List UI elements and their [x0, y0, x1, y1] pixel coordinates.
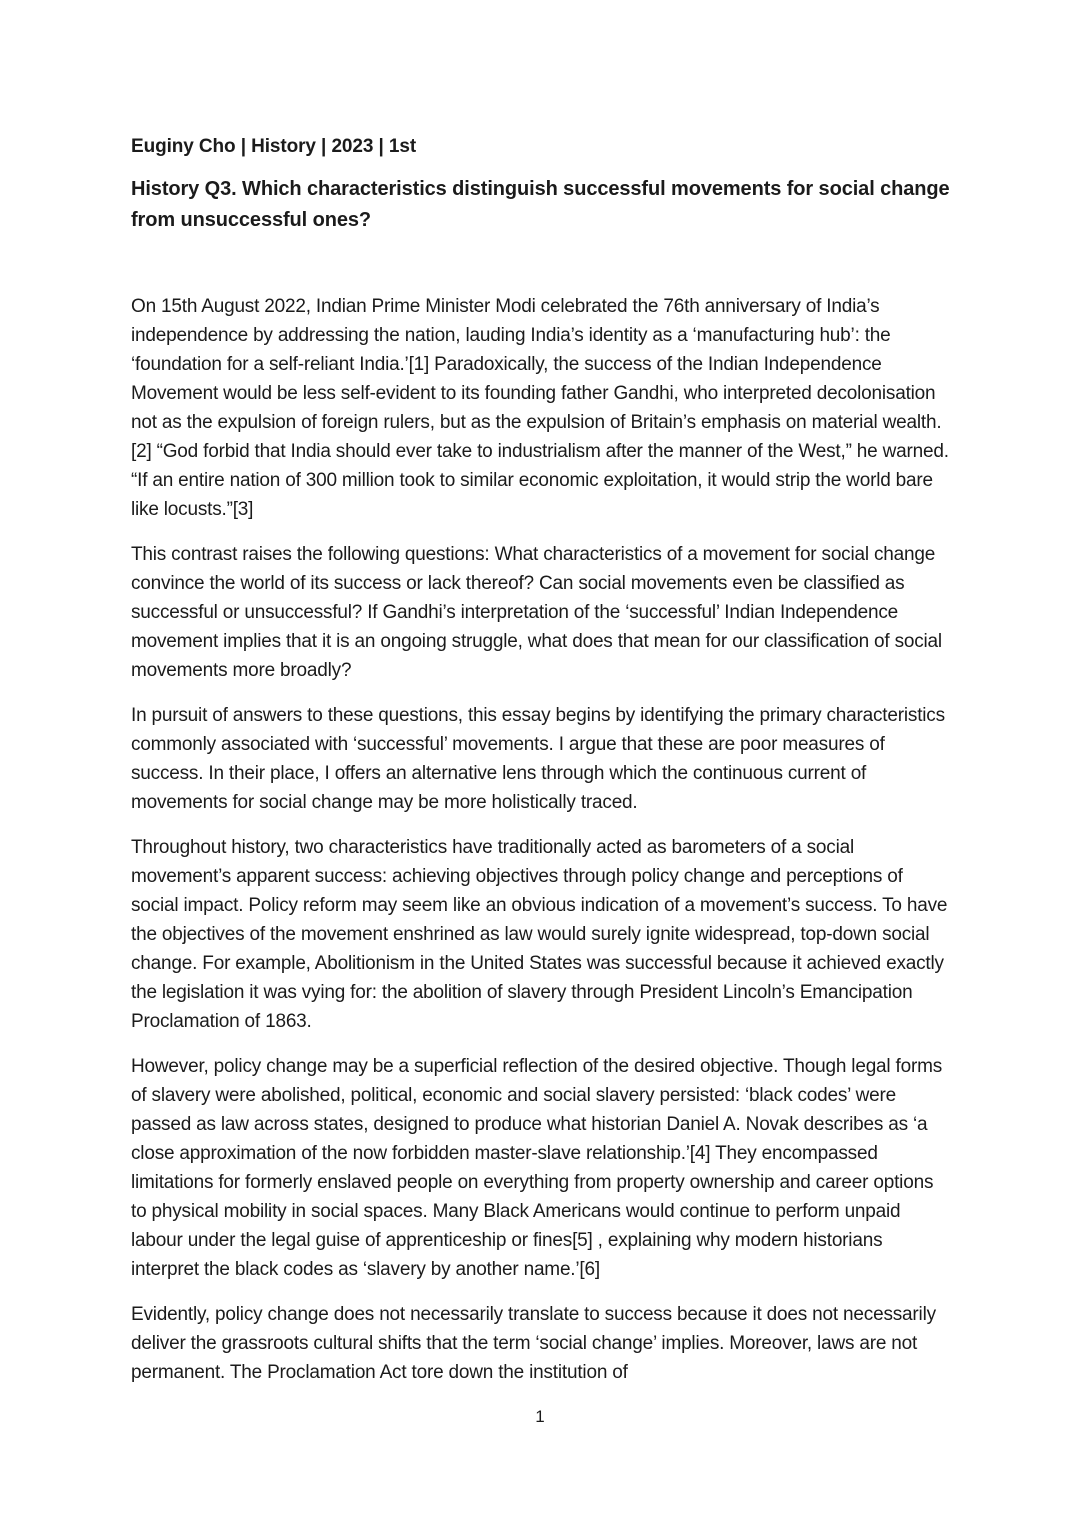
essay-body: [131, 292, 951, 1387]
essay-paragraph: On 15th August 2022, Indian Prime Minister Modi celebrated the 76th anniversary of India’s independence by addressing the nation, lauding India’s identity as a ‘manufacturing hub’: the ‘foundation for a self-reliant India.’[1] Paradoxically, the success of the Indian Independence Movement would be less self-evident to its founding father Gandhi, who interpreted decolonisation not as the expulsion of foreign rulers, but as the expulsion of Britain’s emphasis on material wealth.[2] “God forbid that India should ever take to industrialism after the manner of the West,” he warned. “If an entire nation of 300 million took to similar economic exploitation, it would strip the world bare like locusts.”[3]: [131, 296, 949, 520]
essay-title: History Q3. Which characteristics distinguish successful movements for social change from unsuccessful ones?: [131, 178, 950, 231]
essay-paragraph: This contrast raises the following questions: What characteristics of a movement for social change convince the world of its success or lack thereof? Can social movements even be classified as successful or unsuccessful? If Gandhi’s interpretation of the ‘successful’ Indian Independence movement implies that it is an ongoing struggle, what does that mean for our classification of social movements more broadly?: [131, 544, 942, 681]
essay-paragraph: Throughout history, two characteristics have traditionally acted as barometers of a social movement’s apparent success: achieving objectives through policy change and perceptions of social impact. Policy reform may seem like an obvious indication of a movement’s success. To have the objectives of the movement enshrined as law would surely ignite widespread, top-down social change. For example, Abolitionism in the United States was successful because it achieved exactly the legislation it was vying for: the abolition of slavery through President Lincoln’s Emancipation Proclamation of 1863.: [131, 837, 948, 1032]
essay-paragraph: In pursuit of answers to these questions, this essay begins by identifying the primary characteristics commonly associated with ‘successful’ movements. I argue that these are poor measures of success. In their place, I offers an alternative lens through which the continuous current of movements for social change may be more holistically traced.: [131, 705, 945, 813]
essay-paragraph: Evidently, policy change does not necessarily translate to success because it does not necessarily deliver the grassroots cultural shifts that the term ‘social change’ implies. Moreover, laws are not permanent. The Proclamation Act tore down the institution of: [131, 1304, 936, 1383]
page-number: 1: [535, 1407, 545, 1426]
document-content: [131, 133, 951, 1403]
author-byline: Euginy Cho | History | 2023 | 1st: [131, 136, 417, 157]
essay-paragraph: However, policy change may be a superficial reflection of the desired objective. Though legal forms of slavery were abolished, political, economic and social slavery persisted: ‘black codes’ were passed as law across states, designed to produce what historian Daniel A. Novak describes as ‘a close approximation of the now forbidden master-slave relationship.’[4] They encompassed limitations for formerly enslaved people on everything from property ownership and career options to physical mobility in social spaces. Many Black Americans would continue to perform unpaid labour under the legal guise of apprenticeship or fines[5] , explaining why modern historians interpret the black codes as ‘slavery by another name.’[6]: [131, 1056, 943, 1280]
